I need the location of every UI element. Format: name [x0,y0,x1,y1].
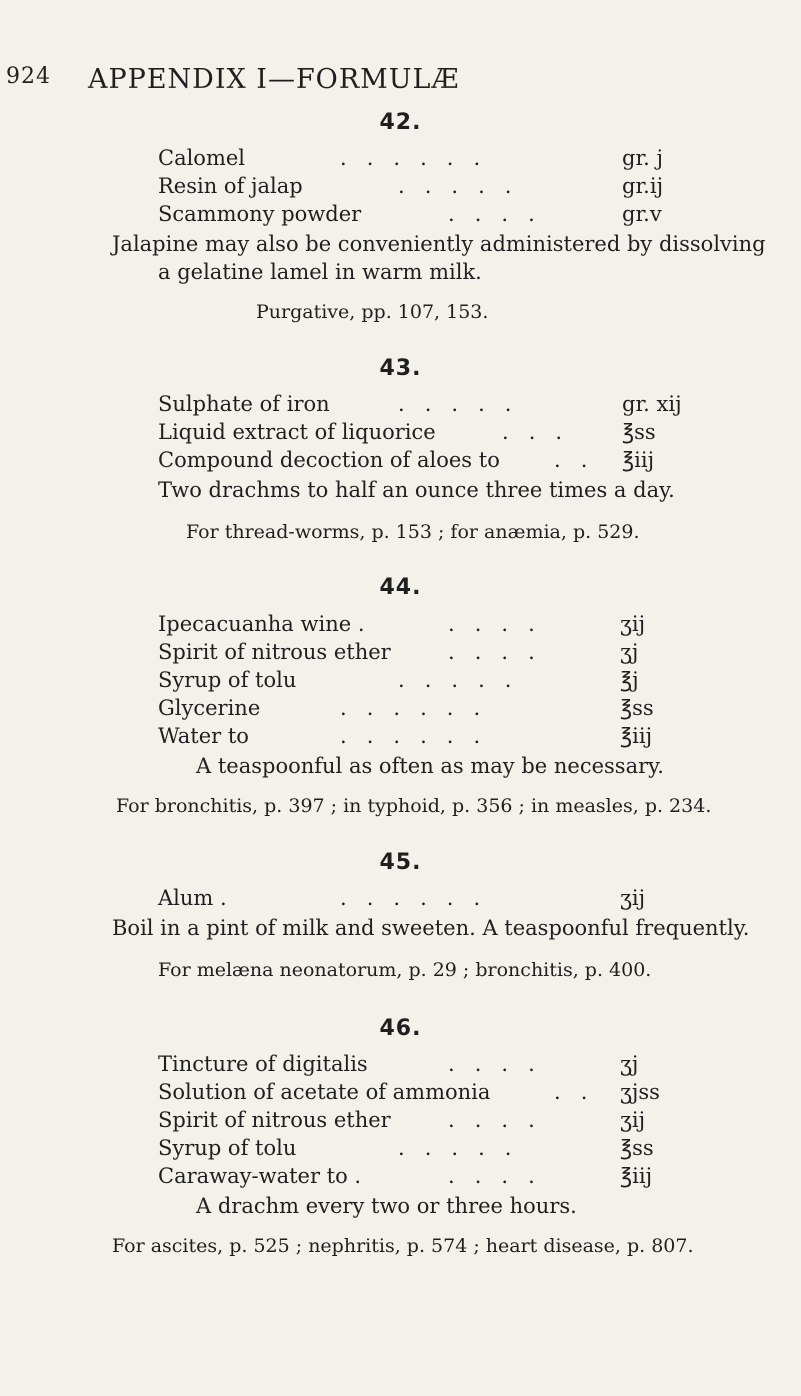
ingredient-row [0,1106,801,1134]
page-number: 924 [6,64,51,89]
ingredient-name: Compound decoction of aloes to [158,448,500,472]
formula-reference: For bronchitis, p. 397 ; in typhoid, p. 356 ; in measles, p. 234. [116,795,712,817]
ingredient-row [0,1050,801,1078]
ingredient-row [0,1078,801,1106]
ingredient-quantity: ℥iij [620,724,653,748]
leader-dots: . . . . . [398,668,512,692]
ingredient-quantity: ʒj [620,1052,639,1076]
ingredient-name: Caraway-water to . [158,1164,362,1188]
ingredient-quantity: ʒj [620,640,639,664]
ingredient-row [0,610,801,638]
formula-note: A drachm every two or three hours. [196,1194,577,1218]
ingredient-row [0,172,801,200]
leader-dots: . . . . . [398,392,512,416]
ingredient-name: Syrup of tolu [158,668,297,692]
leader-dots: . . [554,448,588,472]
ingredient-name: Spirit of nitrous ether [158,1108,391,1132]
leader-dots: . . . . . . [340,886,481,910]
ingredient-row [0,694,801,722]
ingredient-name: Alum . [158,886,227,910]
ingredient-row [0,638,801,666]
formula-note: Boil in a pint of milk and sweeten. A teaspoonful frequently. [112,916,750,940]
formula-note: A teaspoonful as often as may be necessary. [196,754,664,778]
ingredient-name: Liquid extract of liquorice [158,420,436,444]
formula-note: Two drachms to half an ounce three times a day. [158,478,675,502]
ingredient-row [0,666,801,694]
page-header [0,64,801,104]
leader-dots: . . . . [448,640,535,664]
ingredient-name: Scammony powder [158,202,362,226]
formula-reference: For ascites, p. 525 ; nephritis, p. 574 ; heart disease, p. 807. [112,1235,694,1257]
formula-note: Jalapine may also be conveniently administered by dissolving [112,232,766,256]
ingredient-quantity: ʒij [620,1108,646,1132]
ingredient-row [0,1134,801,1162]
ingredient-quantity: ℥ss [620,696,654,720]
ingredient-row [0,418,801,446]
ingredient-name: Calomel [158,146,246,170]
ingredient-name: Solution of acetate of ammonia [158,1080,491,1104]
formula-number: 44. [379,575,422,600]
ingredient-row [0,390,801,418]
ingredient-quantity: ℥j [620,668,639,692]
ingredient-name: Water to [158,724,249,748]
ingredient-name: Glycerine [158,696,261,720]
ingredient-quantity: gr.v [622,202,662,226]
formula-number: 42. [379,110,422,135]
formula-reference: Purgative, pp. 107, 153. [256,301,489,323]
ingredient-row [0,446,801,474]
ingredient-name: Tincture of digitalis [158,1052,368,1076]
leader-dots: . . [554,1080,588,1104]
leader-dots: . . . . . . [340,724,481,748]
ingredient-quantity: ʒij [620,612,646,636]
leader-dots: . . . . [448,202,535,226]
ingredient-quantity: ʒij [620,886,646,910]
formula-number: 45. [379,850,422,875]
ingredient-name: Resin of jalap [158,174,303,198]
leader-dots: . . . . . [398,1136,512,1160]
leader-dots: . . . . [448,612,535,636]
ingredient-quantity: ℥ss [622,420,656,444]
ingredient-row [0,200,801,228]
formula-note: a gelatine lamel in warm milk. [158,260,482,284]
formula-number: 46. [379,1016,422,1041]
ingredient-name: Spirit of nitrous ether [158,640,391,664]
ingredient-name: Ipecacuanha wine . [158,612,365,636]
ingredient-quantity: gr. j [622,146,664,170]
ingredient-row [0,144,801,172]
ingredient-quantity: ʒjss [620,1080,660,1104]
leader-dots: . . . . . [398,174,512,198]
leader-dots: . . . . . . [340,146,481,170]
running-head: APPENDIX I—FORMULÆ [88,64,460,95]
ingredient-quantity: ℥iij [622,448,655,472]
formula-number: 43. [379,356,422,381]
leader-dots: . . . [502,420,563,444]
ingredient-quantity: ℥iij [620,1164,653,1188]
leader-dots: . . . . [448,1164,535,1188]
ingredient-quantity: gr. xij [622,392,682,416]
formula-reference: For thread-worms, p. 153 ; for anæmia, p. 529. [186,521,640,543]
ingredient-quantity: gr.ij [622,174,664,198]
ingredient-row [0,884,801,912]
ingredient-name: Sulphate of iron [158,392,330,416]
ingredient-row [0,1162,801,1190]
leader-dots: . . . . . . [340,696,481,720]
leader-dots: . . . . [448,1052,535,1076]
ingredient-quantity: ℥ss [620,1136,654,1160]
leader-dots: . . . . [448,1108,535,1132]
ingredient-name: Syrup of tolu [158,1136,297,1160]
ingredient-row [0,722,801,750]
formula-reference: For melæna neonatorum, p. 29 ; bronchitis, p. 400. [158,959,652,981]
